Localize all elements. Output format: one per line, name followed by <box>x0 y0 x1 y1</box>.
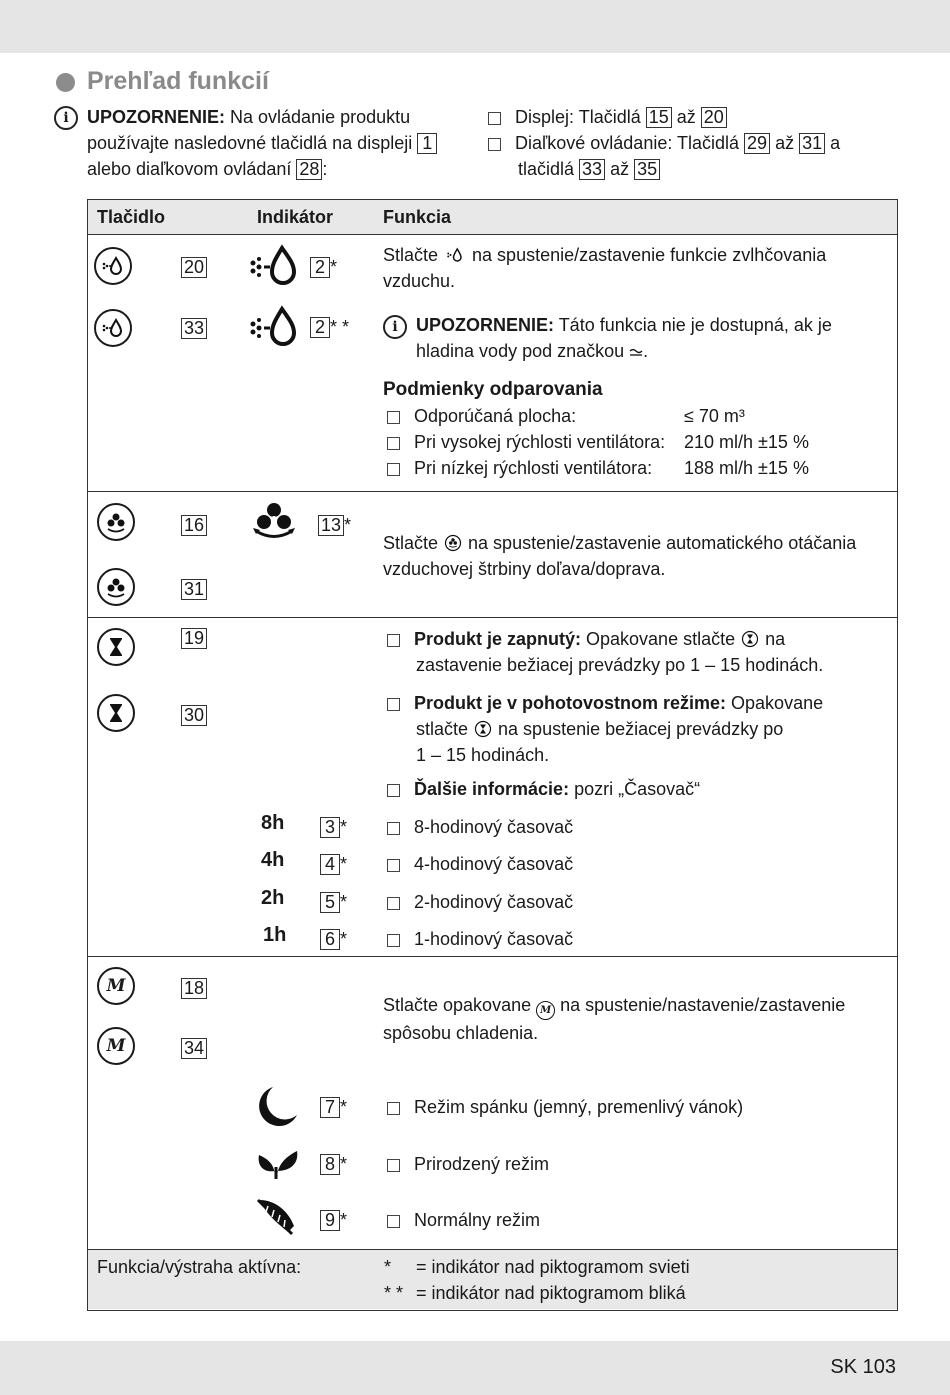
timer-row <box>387 851 573 877</box>
checkbox-bullet <box>387 1159 400 1172</box>
text: Stlačte <box>383 533 444 553</box>
condition-row <box>387 403 887 429</box>
text: Opakovane stlačte <box>581 629 741 649</box>
button-ref: 31 <box>181 579 207 600</box>
info-icon: i <box>54 106 78 130</box>
humidify-warning <box>416 312 886 364</box>
swing-button-icon <box>97 568 135 606</box>
checkbox-bullet <box>387 1215 400 1228</box>
mode-description <box>383 992 883 1046</box>
divider <box>87 956 898 957</box>
text: Opakovane <box>726 693 824 713</box>
header-indicator: Indikátor <box>257 207 334 227</box>
text: vzduchovej štrbiny doľava/doprava. <box>383 559 666 579</box>
note-right <box>488 104 888 182</box>
active-marker: * <box>340 817 348 837</box>
checkbox-bullet <box>387 859 400 872</box>
info-icon: i <box>383 315 407 339</box>
text: na spustenie/zastavenie funkcie zvlhčovania <box>467 245 827 265</box>
divider <box>87 234 898 235</box>
ref-box: 29 <box>744 133 770 154</box>
blink-marker: * * <box>330 317 350 337</box>
indicator-ref: 13 <box>318 515 344 536</box>
indicator-ref: 4 <box>320 854 340 875</box>
checkbox-bullet <box>387 897 400 910</box>
active-marker: * <box>340 892 348 912</box>
note-text: Displej: Tlačidlá <box>515 107 646 127</box>
text: stlačte <box>416 719 474 739</box>
indicator-ref: 2 <box>310 317 330 338</box>
mode-button-icon: M <box>97 967 135 1005</box>
divider <box>87 617 898 618</box>
condition-label: Pri vysokej rýchlosti ventilátora: <box>414 432 666 452</box>
text: 8-hodinový časovač <box>414 817 574 837</box>
page-num: 103 <box>862 1356 896 1378</box>
legend-text: = indikátor nad piktogramom svieti <box>416 1257 690 1277</box>
button-ref: 18 <box>181 978 207 999</box>
note-text: Na ovládanie produktu <box>225 107 411 127</box>
divider <box>87 491 898 492</box>
text: 2-hodinový časovač <box>414 892 574 912</box>
timer-indicator-4h: 4h <box>261 849 285 871</box>
indicator-ref: 8 <box>320 1154 340 1175</box>
checkbox-bullet <box>387 437 400 450</box>
ref-box: 1 <box>417 133 437 154</box>
humidify-description <box>383 242 883 294</box>
timer-indicator-2h: 2h <box>261 887 285 909</box>
text: Táto funkcia nie je dostupná, ak je <box>554 315 832 335</box>
active-marker: * <box>344 515 352 535</box>
divider <box>87 1249 898 1250</box>
humidify-button-icon <box>94 247 132 285</box>
note-text: používajte nasledovné tlačidlá na displeji <box>87 133 418 153</box>
note-text: až <box>671 107 701 127</box>
note-text: a <box>825 133 841 153</box>
timer-row <box>387 814 573 840</box>
text: vzduchu. <box>383 271 456 291</box>
text: Normálny režim <box>414 1210 541 1230</box>
indicator-ref: 7 <box>320 1097 340 1118</box>
checkbox-bullet <box>387 634 400 647</box>
ref-box: 28 <box>296 159 322 180</box>
text: na spustenie bežiacej prevádzky po <box>493 719 784 739</box>
timer-inline-icon <box>473 720 493 738</box>
mode-row <box>387 1151 549 1177</box>
active-marker: * <box>340 929 348 949</box>
text: . <box>643 341 649 361</box>
checkbox-bullet <box>387 1102 400 1115</box>
conditions-list <box>387 403 887 481</box>
indicator-ref: 6 <box>320 929 340 950</box>
button-ref: 34 <box>181 1038 207 1059</box>
indicator-ref: 5 <box>320 892 340 913</box>
item-label: Ďalšie informácie: <box>414 779 570 799</box>
timer-indicator-8h: 8h <box>261 812 285 834</box>
note-text: až <box>605 159 635 179</box>
timer-item-on <box>387 626 887 678</box>
button-ref: 33 <box>181 318 207 339</box>
timer-button-icon <box>97 628 135 666</box>
condition-value: 188 ml/h ±15 % <box>684 458 809 478</box>
conditions-title: Podmienky odparovania <box>383 379 603 400</box>
note-label: UPOZORNENIE: <box>87 107 226 127</box>
indicator-ref: 9 <box>320 1210 340 1231</box>
checkbox-bullet <box>387 463 400 476</box>
header-function: Funkcia <box>383 207 452 227</box>
water-level-icon <box>629 347 643 357</box>
legend-label: Funkcia/výstraha aktívna: <box>97 1257 302 1277</box>
text: Stlačte <box>383 245 444 265</box>
note-text: až <box>770 133 800 153</box>
feather-icon <box>254 1196 298 1245</box>
checkbox-bullet <box>387 698 400 711</box>
condition-label: Pri nízkej rýchlosti ventilátora: <box>414 458 653 478</box>
active-marker: * <box>340 1097 348 1117</box>
humidify-indicator-icon <box>248 305 300 356</box>
item-label: Produkt je zapnutý: <box>414 629 582 649</box>
condition-row <box>387 455 887 481</box>
ref-box: 31 <box>799 133 825 154</box>
timer-button-icon <box>97 694 135 732</box>
mode-button-icon: M <box>97 1027 135 1065</box>
text: 1 – 15 hodinách. <box>416 745 550 765</box>
text: 1-hodinový časovač <box>414 929 574 949</box>
ref-box: 33 <box>579 159 605 180</box>
text: pozri „Časovač“ <box>569 779 701 799</box>
mode-row <box>387 1207 540 1233</box>
swing-inline-icon <box>443 534 463 552</box>
ref-box: 35 <box>634 159 660 180</box>
text: Prirodzený režim <box>414 1154 550 1174</box>
bottom-band <box>0 1341 950 1395</box>
timer-item-standby <box>387 690 887 768</box>
top-band <box>0 0 950 53</box>
timer-inline-icon <box>740 630 760 648</box>
item-label: Produkt je v pohotovostnom režime: <box>414 693 727 713</box>
note-text: : <box>322 159 328 179</box>
active-marker: * <box>330 257 338 277</box>
humidify-inline-icon <box>443 246 467 264</box>
timer-indicator-1h: 1h <box>263 924 287 946</box>
note-text: Diaľkové ovládanie: Tlačidlá <box>515 133 745 153</box>
checkbox-bullet <box>387 411 400 424</box>
swing-indicator-icon <box>250 500 298 547</box>
condition-row <box>387 429 887 455</box>
checkbox-bullet <box>387 934 400 947</box>
timer-row <box>387 889 573 915</box>
active-marker: * <box>340 1154 348 1174</box>
text: Stlačte opakovane <box>383 995 537 1015</box>
text: na spustenie/zastavenie automatického otáčania <box>463 533 857 553</box>
text: na spustenie/nastavenie/zastavenie <box>555 995 846 1015</box>
page-title: Prehľad funkcií <box>87 67 269 95</box>
mode-row <box>387 1094 743 1120</box>
text: hladina vody pod značkou <box>416 341 630 361</box>
button-ref: 30 <box>181 705 207 726</box>
note-left <box>87 104 467 182</box>
button-ref: 19 <box>181 628 207 649</box>
checkbox-bullet <box>387 822 400 835</box>
text: 4-hodinový časovač <box>414 854 574 874</box>
mode-inline-icon: M <box>536 1001 555 1020</box>
swing-button-icon <box>97 503 135 541</box>
indicator-ref: 2 <box>310 257 330 278</box>
leaf-icon <box>255 1143 299 1186</box>
ref-box: 15 <box>646 107 672 128</box>
text: na <box>760 629 786 649</box>
condition-value: ≤ 70 m³ <box>684 406 745 426</box>
timer-item-info <box>387 776 887 802</box>
humidify-indicator-icon <box>248 244 300 295</box>
indicator-ref: 3 <box>320 817 340 838</box>
page-number <box>830 1356 896 1379</box>
page-lang: SK <box>830 1356 858 1378</box>
checkbox-bullet <box>488 138 501 151</box>
text: spôsobu chladenia. <box>383 1023 539 1043</box>
checkbox-bullet <box>488 112 501 125</box>
note-text: tlačidlá <box>518 159 580 179</box>
warning-label: UPOZORNENIE: <box>416 315 555 335</box>
swing-description <box>383 530 883 582</box>
text: Režim spánku (jemný, premenlivý vánok) <box>414 1097 744 1117</box>
legend-text: = indikátor nad piktogramom bliká <box>416 1283 686 1303</box>
condition-label: Odporúčaná plocha: <box>414 406 577 426</box>
humidify-button-icon <box>94 309 132 347</box>
header-button: Tlačidlo <box>97 207 166 227</box>
text: zastavenie bežiacej prevádzky po 1 – 15 hodinách. <box>416 655 824 675</box>
button-ref: 20 <box>181 257 207 278</box>
ref-box: 20 <box>701 107 727 128</box>
legend-star: * * <box>384 1283 404 1303</box>
legend-star: * <box>384 1257 392 1277</box>
checkbox-bullet <box>387 784 400 797</box>
note-text: alebo diaľkovom ovládaní <box>87 159 297 179</box>
title-bullet <box>56 73 75 92</box>
active-marker: * <box>340 854 348 874</box>
moon-icon <box>255 1085 299 1134</box>
condition-value: 210 ml/h ±15 % <box>684 432 809 452</box>
active-marker: * <box>340 1210 348 1230</box>
button-ref: 16 <box>181 515 207 536</box>
timer-row <box>387 926 573 952</box>
